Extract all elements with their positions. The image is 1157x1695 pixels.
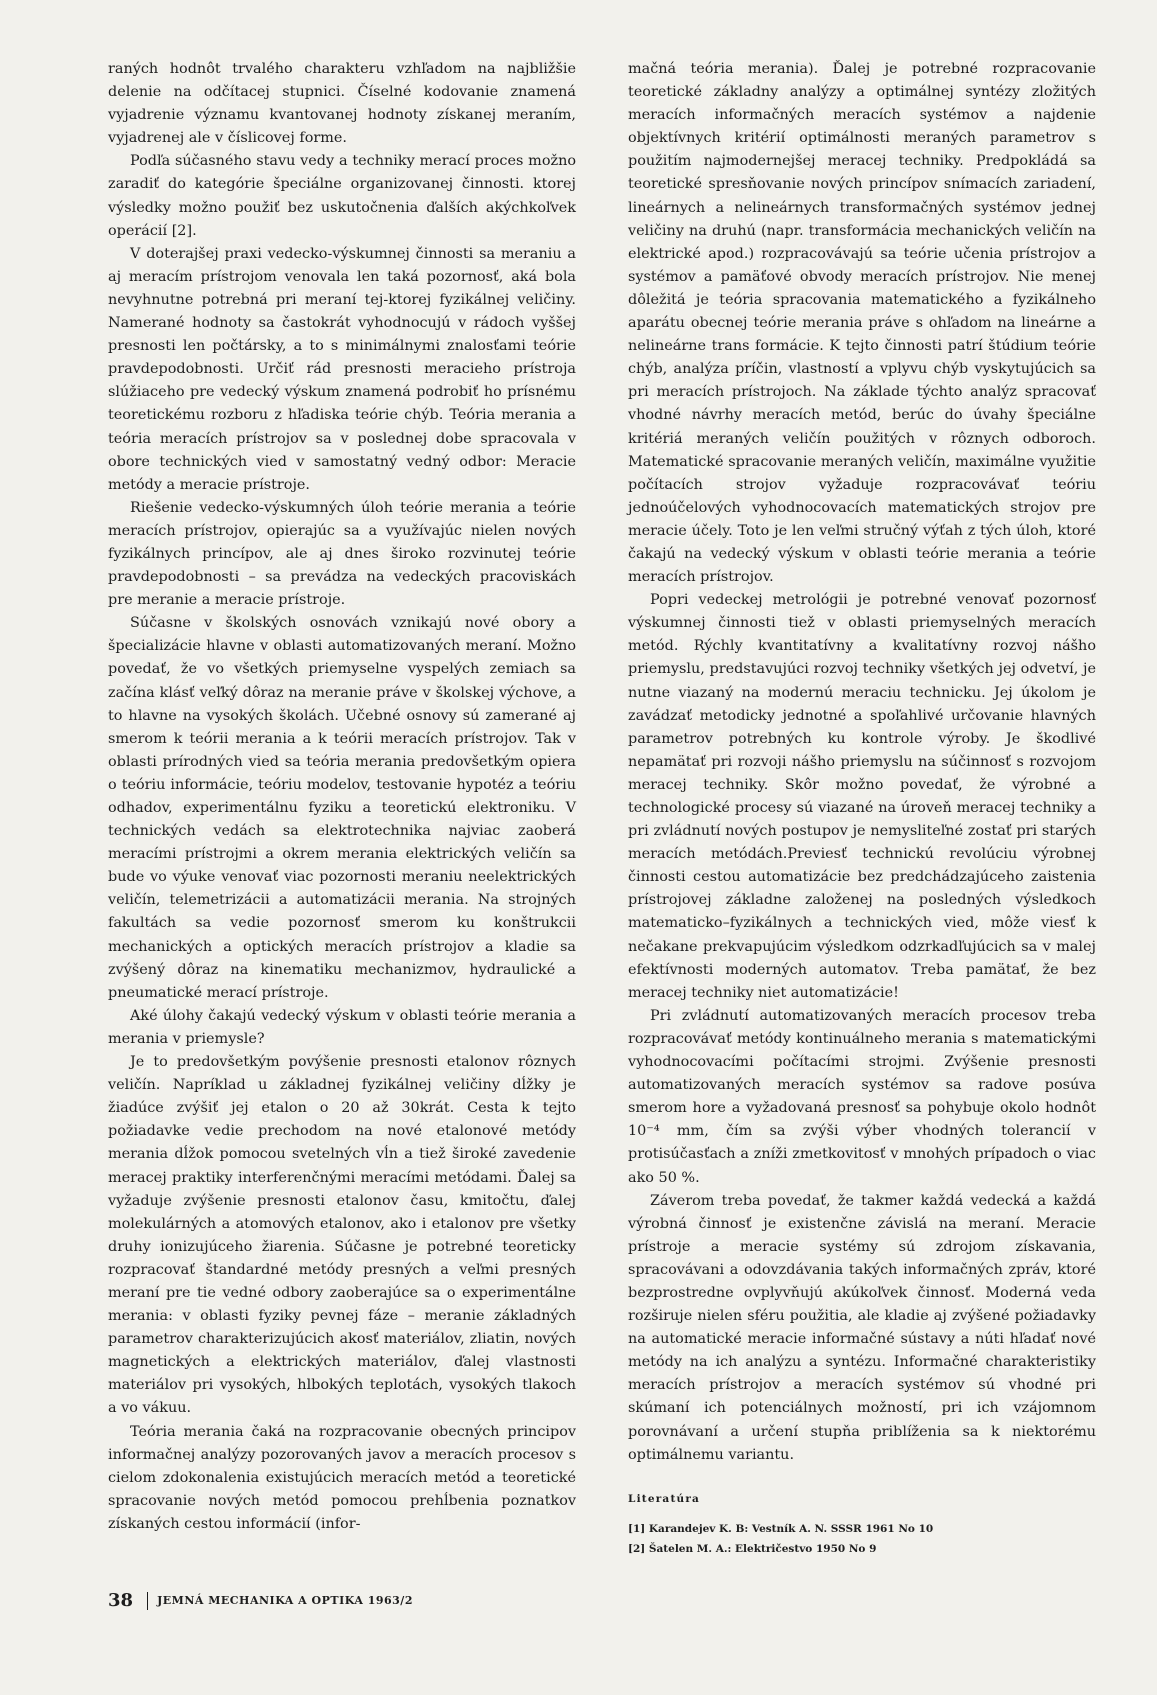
left-paragraph-5: Súčasne v školských osnovách vznikajú nové obory a špecializácie hlavne v oblasti automatizovaných meraní. Možno povedať, že vo všetkých priemyselne vyspelých zemiach sa začína klásť veľký dôraz na meranie práve v školskej výchove, a to hlavne na vysokých školách. Učebné osnovy sú zamerané aj smerom k teórii merania a k teórii meracích prístrojov. Tak v oblasti prírodných vied sa teória merania predovšetkým opiera o teóriu informácie, teóriu modelov, testovanie hypotéz a teóriu odhadov, experimentálnu fyziku a teoretickú elektroniku. V technických vedách sa elektrotechnika najviac zaoberá meracími prístrojmi a okrem merania elektrických veličín sa bude vo výuke venovať viac pozornosti meraniu neelektrických veličín, telemetrizácii a automatizácii merania. Na strojných fakultách sa vedie pozornosť smerom ku konštrukcii mechanických a optických meracích prístrojov a kladie sa zvýšený dôraz na kinematiku mechanizmov, hydraulické a pneumatické merací prístroje. <box>108 615 576 1001</box>
left-column <box>108 58 576 1536</box>
reference-item: [2] Šatelen M. A.: Električestvo 1950 No 9 <box>628 1542 877 1555</box>
right-paragraph-4: Záverom treba povedať, že takmer každá vedecká a každá výrobná činnosť je existenčne závislá na meraní. Meracie prístroje a meracie systémy sú zdrojom získavania, spracovávani a odovzdávania takých informačných zpráv, ktoré bezprostredne ovplyvňujú akúkoľvek činnosť. Moderná veda rozširuje nielen sféru použitia, ale kladie aj zvýšené požiadavky na automatické meracie informačné sústavy a núti hľadať nové metódy na ich analýzu a syntézu. Informačné charakteristiky meracích prístrojov a meracích systémov sú vhodné pri skúmaní ich potenciálnych možností, pri ich vzájomnom porovnávaní a určení stupňa priblíženia sa k niektorému optimálnemu variantu. <box>628 1192 1096 1463</box>
left-paragraph-7: Je to predovšetkým povýšenie presnosti etalonov rôznych veličín. Napríklad u základnej fyzikálnej veličiny dĺžky je žiadúce zvýšiť jej etalon o 20 až 30krát. Cesta k tejto požiadavke vedie prechodom na nové etalonové metódy merania dĺžok pomocou svetelných vĺn a tiež široké zavedenie meracej praktiky interferenčnými meracími metódami. Ďalej sa vyžaduje zvýšenie presnosti etalonov času, kmitočtu, ďalej molekulárných a atomových etalonov, ako i etalonov pre všetky druhy ionizujúceho žiarenia. Súčasne je potrebné teoreticky rozpracovať štandardné metódy presných a veľmi presných meraní pre tie vedné odbory zaoberajúce sa o experimentálne merania: v oblasti fyziky pevnej fáze – meranie základných parametrov charakterizujúcich akosť materiálov, zliatin, nových magnetických a elektrických materiálov, ďalej vlastnosti materiálov pri vysokých, hlbokých teplotách, vysokých tlakoch a vo vákuu. <box>108 1054 576 1417</box>
reference-item: [1] Karandejev K. B: Vestník A. N. SSSR 1961 No 10 <box>628 1522 934 1535</box>
page-number: 38 <box>108 1590 134 1611</box>
journal-title: JEMNÁ MECHANIKA A OPTIKA 1963/2 <box>157 1594 413 1607</box>
right-column <box>628 58 1096 1559</box>
right-paragraph-2: Popri vedeckej metrológii je potrebné venovať pozornosť výskumnej činnosti tiež v oblasti priemyselných meracích metód. Rýchly kvantitatívny a kvalitatívny rozvoj nášho priemyslu, predstavujúci rozvoj techniky všetkých jej odvetví, je nutne viazaný na modernú meraciu technicku. Jej úkolom je zavádzať metodicky jednotné a spoľahlivé určovanie hlavných parametrov potrebných ku kontrole výroby. Je škodlivé nepamätať pri rozvoji nášho priemyslu na súčinnosť s rozvojom meracej techniky. Skôr možno povedať, že výrobné a technologické procesy sú viazané na úroveň meracej techniky a pri zvládnutí nových postupov je nemysliteľné zostať pri starých meracích metódách.Previesť technickú revolúciu výrobnej činnosti cestou automatizácie bez predchádzajúceho zaistenia prístrojovej základne založenej na posledných výsledkoch matematicko–fyzikálnych a technických vied, môže viesť k nečakane prekvapujúcim výsledkom odzrkadľujúcich sa v malej efektívnosti moderných automatov. Treba pamätať, že bez meracej techniky niet automatizácie! <box>628 592 1096 1001</box>
page-footer <box>108 1590 413 1611</box>
references-section <box>628 1493 1096 1559</box>
footer-divider <box>147 1592 148 1610</box>
left-paragraph-3: V doterajšej praxi vedecko-výskumnej činnosti sa meraniu a aj meracím prístrojom venovala len taká pozornosť, aká bola nevyhnutne potrebná pri meraní tej-ktorej fyzikálnej veličiny. Namerané hodnoty sa častokrát vyhodnocujú v rádoch vyššej presnosti len počtársky, a to s minimálnymi znalosťami teórie pravdepodobnosti. Určiť rád presnosti meracieho prístroja slúžiaceho pre vedecký výskum znamená podrobiť ho prísnému teoretickému rozboru z hľadiska teórie chýb. Teória merania a teória meracích prístrojov sa v poslednej dobe spracovala v obore technických vied v samostatný vedný odbor: Meracie metódy a meracie prístroje. <box>108 245 576 493</box>
left-paragraph-2: Podľa súčasného stavu vedy a techniky merací proces možno zaradiť do kategórie špeciálne organizovanej činnosti. ktorej výsledky možno použiť bez uskutočnenia ďalších akýchkoľvek operácií [2]. <box>108 153 576 239</box>
references-list <box>628 1519 1096 1559</box>
right-paragraph-1: mačná teória merania). Ďalej je potrebné rozpracovanie teoretické základny analýzy a optimálnej syntézy zložitých meracích informačných meracích systémov a najdenie objektívnych kritérií optimálnosti meraných parametrov s použitím najmodernejšej meracej techniky. Predpokládá sa teoretické spresňovanie nových princípov snímacích zariadení, lineárnych a nelineárnych transformačných systémov jednej veličiny na druhú (napr. transformácia mechanických veličín na elektrické apod.) rozpracovávajú sa teórie učenia prístrojov a systémov a pamäťové obvody meracích prístrojov. Nie menej dôležitá je teória spracovania matematického a fyzikálneho aparátu obecnej teórie merania práve s ohľadom na lineárne a nelineárne trans formácie. K tejto činnosti patrí štúdium teórie chýb, analýza príčin, vlastností a vplyvu chýb vyskytujúcich sa pri meracích prístrojoch. Na základe týchto analýz spracovať vhodné návrhy meracích metód, berúc do úvahy špeciálne kritériá meraných veličín použitých v rôznych odboroch. Matematické spracovanie meraných veličín, maximálne využitie počítacích strojov vyžaduje rozpracovávať teóriu jednoúčelových vyhodnocovacích matematických strojov pre meracie účely. Toto je len veľmi stručný výťah z tých úloh, ktoré čakajú na vedecký výskum v oblasti teórie merania a teórie meracích prístrojov. <box>628 61 1096 586</box>
left-paragraph-6: Aké úlohy čakajú vedecký výskum v oblasti teórie merania a merania v priemysle? <box>108 1007 576 1047</box>
left-paragraph-8: Teória merania čaká na rozpracovanie obecných principov informačnej analýzy pozorovaných javov a meracích procesov s cielom zdokonalenia existujúcich meracích metód a teoretické spracovanie nových metód pomocou prehĺbenia poznatkov získaných cestou informácií (infor- <box>108 1423 576 1532</box>
left-paragraph-4: Riešenie vedecko-výskumných úloh teórie merania a teórie meracích prístrojov, opierajúc sa a využívajúc nielen nových fyzikálnych princípov, ale aj dnes široko rozvinutej teórie pravdepodobnosti – sa prevádza na vedeckých pracoviskách pre meranie a meracie prístroje. <box>108 499 576 609</box>
left-paragraph-1: raných hodnôt trvalého charakteru vzhľadom na najbližšie delenie na odčítacej stupnici. Číselné kodovanie znamená vyjadrenie významu kvantovanej hodnoty získanej meraním, vyjadrenej ale v číslicovej forme. <box>108 61 576 147</box>
references-heading: Literatúra <box>628 1492 701 1505</box>
right-paragraph-3: Pri zvládnutí automatizovaných meracích procesov treba rozpracovávať metódy kontinuálneho merania s matematickými vyhodnocovacími počítacími strojmi. Zvýšenie presnosti automatizovaných meracích systémov sa radove posúva smerom hore a vyžadovaná presnosť sa pohybuje okolo hodnôt 10⁻⁴ mm, čím sa zvýši výber vhodných tolerancií v protisúčasťach a zníži zmetkovitosť v mnohých prípadoch o viac ako 50 %. <box>628 1007 1096 1186</box>
